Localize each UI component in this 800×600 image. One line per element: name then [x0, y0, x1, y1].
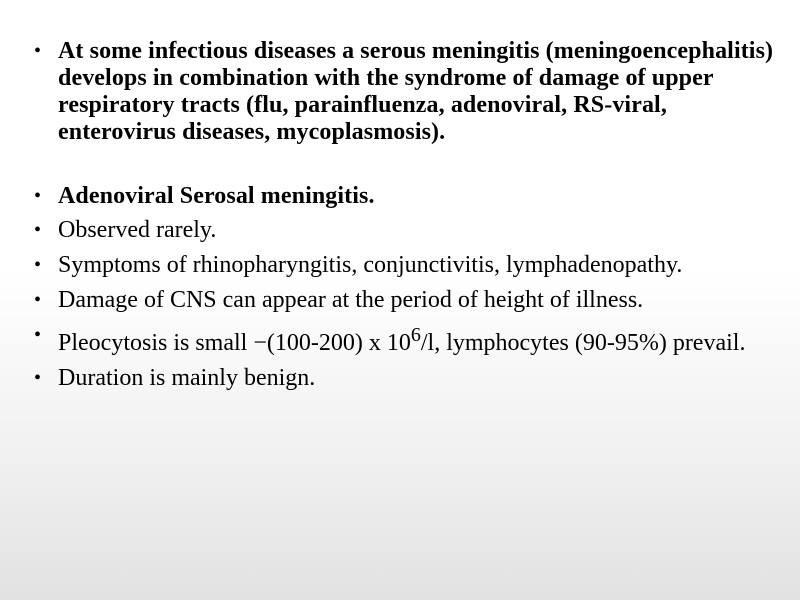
bullet-dot: •: [34, 289, 42, 311]
bullet-item-symptoms: [34, 252, 774, 279]
bullet-text: Observed rarely.: [58, 217, 217, 243]
bullet-dot: •: [34, 219, 42, 241]
pleocytosis-exponent: 6: [410, 324, 421, 346]
bullet-dot: •: [34, 367, 42, 389]
bullet-dot: •: [34, 185, 42, 207]
bullet-dot: •: [34, 254, 42, 276]
bullet-text: [58, 324, 746, 356]
pleocytosis-text-end: /l, lymphocytes (90-95%) prevail.: [420, 330, 746, 356]
bullet-item-intro: [34, 38, 774, 146]
bullet-dot: •: [34, 40, 42, 62]
bullet-item-pleocytosis: [34, 322, 774, 357]
bullet-text: Adenoviral Serosal meningitis.: [58, 183, 375, 209]
bullet-text: At some infectious diseases a serous meningitis (meningoencephalitis) develops in combination with the syndrome of damage of upper respiratory tracts (flu, parainfluenza, adenoviral, RS-viral, enterovirus diseases, mycoplasmosis).: [58, 38, 774, 145]
bullet-item-cns: [34, 287, 774, 314]
bullet-item-duration: [34, 365, 774, 392]
pleocytosis-text-start: Pleocytosis is small −(100-200) x 10: [58, 330, 411, 356]
bullet-list: [34, 38, 774, 392]
bullet-text: Damage of CNS can appear at the period of height of illness.: [58, 287, 644, 313]
bullet-item-observed: [34, 217, 774, 244]
bullet-text: Symptoms of rhinopharyngitis, conjunctivitis, lymphadenopathy.: [58, 252, 683, 278]
bullet-text: Duration is mainly benign.: [58, 365, 316, 391]
bullet-dot: •: [34, 324, 42, 346]
bullet-item-heading: [34, 183, 774, 210]
